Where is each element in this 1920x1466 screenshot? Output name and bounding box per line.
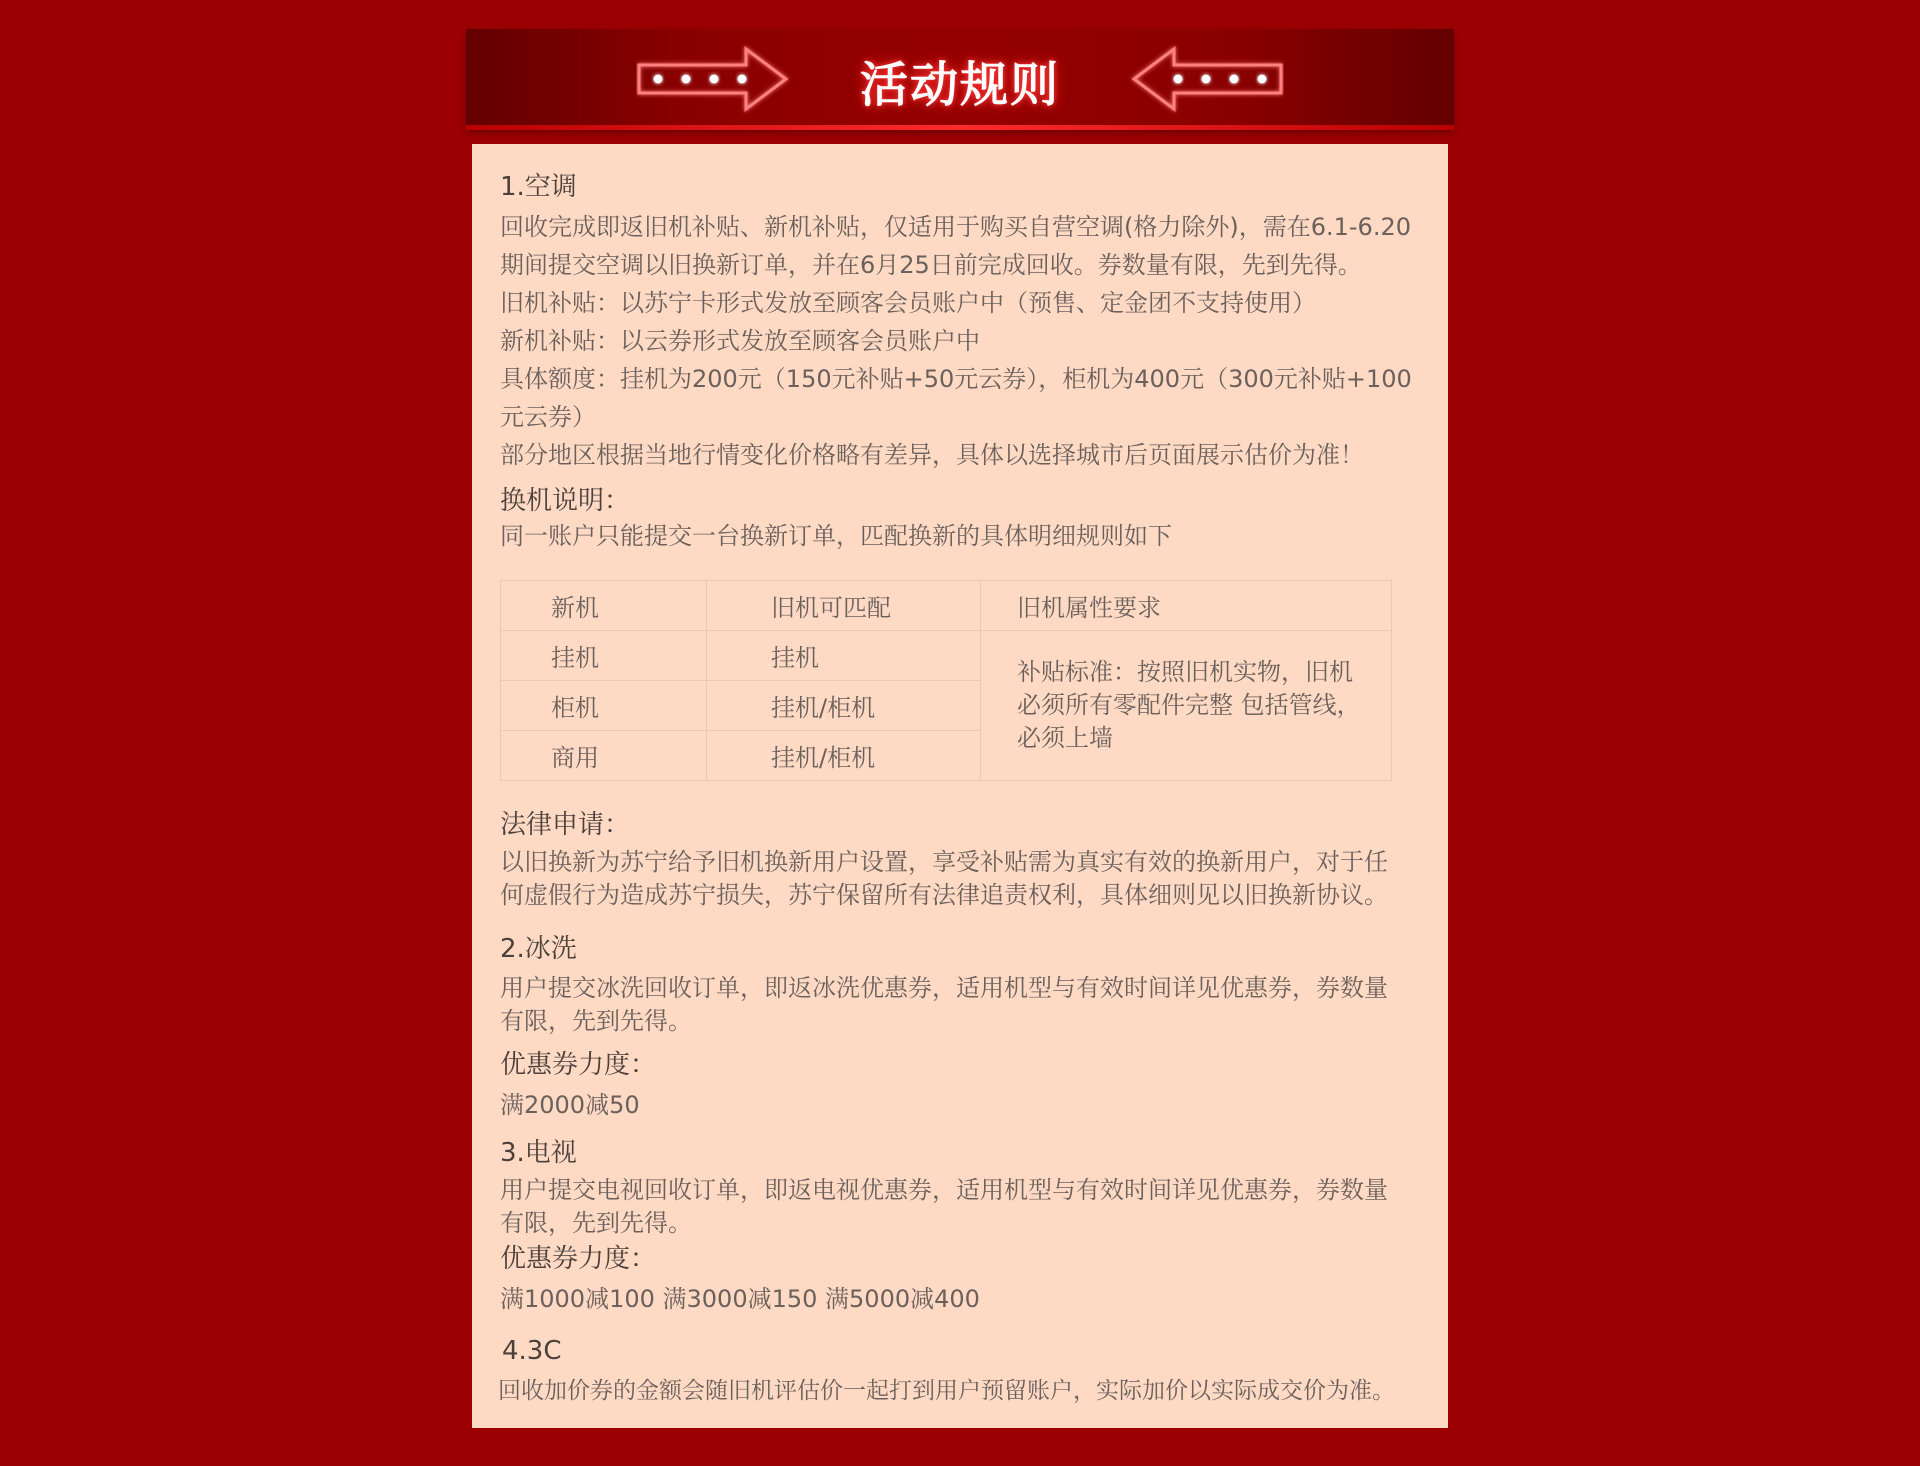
section-3c-text-wrap: [498, 1372, 1395, 1410]
exchange-heading: 换机说明：: [500, 486, 631, 516]
note-line: 必须上墙: [1017, 724, 1113, 752]
table-header-cell: 新机: [501, 581, 707, 631]
coupon-text: 满1000减100 满3000减150 满5000减400: [500, 1285, 980, 1313]
exchange-text: 同一账户只能提交一台换新订单，匹配换新的具体明细规则如下: [500, 522, 1172, 550]
table-cell: 商用: [501, 731, 707, 781]
rule-line: 部分地区根据当地行情变化价格略有差异，具体以选择城市后页面展示估价为准！: [500, 441, 1364, 469]
arrow-left-icon: [1129, 43, 1284, 115]
legal-line: 以旧换新为苏宁给予旧机换新用户设置，享受补贴需为真实有效的换新用户，对于任: [500, 848, 1388, 876]
rule-line: 回收完成即返旧机补贴、新机补贴，仅适用于购买自营空调(格力除外)，需在6.1-6.20: [500, 213, 1411, 241]
exchange-rules-table: [500, 580, 1392, 781]
rule-line: 有限，先到先得。: [500, 1209, 692, 1237]
table-header-row: [501, 581, 1392, 631]
table-cell: 柜机: [501, 681, 707, 731]
legal-line: 何虚假行为造成苏宁损失，苏宁保留所有法律追责权利，具体细则见以旧换新协议。: [500, 881, 1388, 909]
rule-line: 回收加价券的金额会随旧机评估价一起打到用户预留账户，实际加价以实际成交价为准。: [498, 1378, 1395, 1404]
section-3c: [502, 1334, 562, 1368]
rule-line: 有限，先到先得。: [500, 1007, 692, 1035]
section-heading: 4.3C: [502, 1336, 562, 1366]
rule-line: 新机补贴：以云券形式发放至顾客会员账户中: [500, 327, 980, 355]
note-line: 必须所有零配件完整 包括管线，: [1017, 691, 1361, 719]
coupon-text: 满2000减50: [500, 1091, 640, 1119]
rule-line: 元云券）: [500, 403, 596, 431]
rule-line: 具体额度：挂机为200元（150元补贴+50元云券），柜机为400元（300元补贴+100: [500, 365, 1412, 393]
page-title: 活动规则: [859, 57, 1060, 113]
section-heading: 1.空调: [500, 172, 577, 202]
table-cell: 挂机/柜机: [707, 681, 981, 731]
rules-panel: [472, 144, 1448, 1428]
table-header-cell: 旧机属性要求: [981, 581, 1392, 631]
section-tv: [500, 1136, 1388, 1318]
legal-block: [500, 808, 1388, 912]
table-note-cell: [981, 631, 1392, 781]
section-heading: 3.电视: [500, 1138, 577, 1168]
rule-line: 用户提交电视回收订单，即返电视优惠券，适用机型与有效时间详见优惠券，券数量: [500, 1176, 1388, 1204]
table-cell: 挂机/柜机: [707, 731, 981, 781]
rules-banner: [466, 29, 1454, 130]
coupon-heading: 优惠券力度：: [500, 1050, 657, 1080]
rule-line: 旧机补贴：以苏宁卡形式发放至顾客会员账户中（预售、定金团不支持使用）: [500, 289, 1316, 317]
table-cell: 挂机: [707, 631, 981, 681]
legal-heading: 法律申请：: [500, 810, 631, 840]
table-cell: 挂机: [501, 631, 707, 681]
aircon-rules: [500, 208, 1412, 474]
section-fridge-washer: [500, 932, 1388, 1124]
section-heading: 2.冰洗: [500, 934, 577, 964]
rule-line: 期间提交空调以旧换新订单，并在6月25日前完成回收。券数量有限，先到先得。: [500, 251, 1362, 279]
section-aircon: [500, 170, 577, 204]
note-line: 补贴标准：按照旧机实物，旧机: [1017, 658, 1353, 686]
exchange-block: [500, 484, 1172, 554]
rule-line: 用户提交冰洗回收订单，即返冰洗优惠券，适用机型与有效时间详见优惠券，券数量: [500, 974, 1388, 1002]
table-row: [501, 631, 1392, 681]
table-header-cell: 旧机可匹配: [707, 581, 981, 631]
coupon-heading: 优惠券力度：: [500, 1244, 657, 1274]
